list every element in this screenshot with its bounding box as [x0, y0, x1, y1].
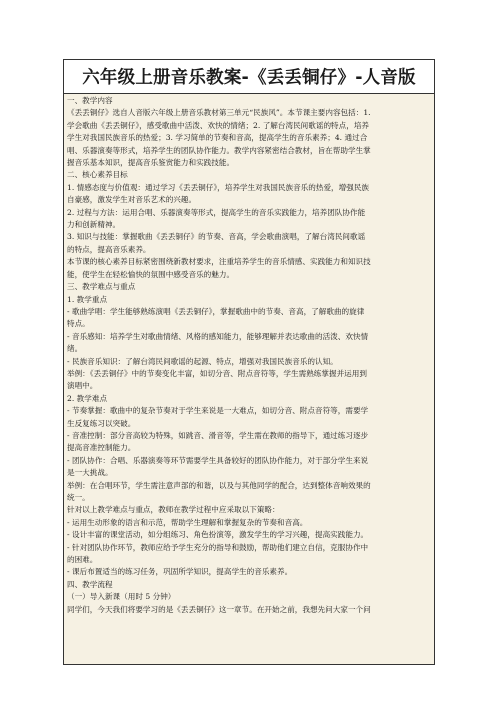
- document-page: [63, 59, 435, 665]
- text-line: 自豪感，激发学生对音乐艺术的兴趣。: [67, 195, 197, 205]
- document-body: [64, 94, 434, 664]
- text-line: 针对以上教学难点与重点，教师在教学过程中应采取以下策略：: [67, 505, 280, 515]
- text-line: 能，使学生在轻松愉快的氛围中感受音乐的魅力。: [67, 269, 235, 279]
- text-line: 举例：《丢丢铜仔》中的节奏变化丰富，如切分音、附点音符等，学生需熟练掌握并运用到: [67, 368, 367, 378]
- text-line: 的特点，提高音乐素养。: [67, 244, 151, 254]
- document-title: 六年级上册音乐教案-《丢丢铜仔》-人音版: [82, 68, 416, 88]
- text-line: 绪。: [67, 344, 83, 354]
- text-line: 握音乐基本知识，提高音乐鉴赏能力和实践技能。: [67, 158, 235, 168]
- text-line: 是一大挑战。: [67, 468, 113, 478]
- text-line: - 设计丰富的课堂活动，如分组练习、角色扮演等，激发学生的学习兴趣，提高实践能力。: [67, 530, 369, 540]
- text-line: 学生对我国民族音乐的热爱；3. 学习简单的节奏和音高，提高学生的音乐素养；4. 通过合: [67, 133, 368, 143]
- text-line: 二、核心素养目标: [67, 170, 128, 180]
- text-line: - 民族音乐知识：了解台湾民间歌谣的起源、特点，增强对我国民族音乐的认知。: [67, 356, 338, 366]
- text-line: 一、教学内容: [67, 96, 113, 105]
- text-line: 《丢丢铜仔》选自人音版六年级上册音乐教材第三单元“民族风”。本节课主要内容包括：1.: [67, 108, 371, 118]
- text-line: - 音准控制：部分音高较为特殊，如跳音、滑音等，学生需在教师的指导下，通过练习逐步: [67, 430, 369, 440]
- text-line: - 课后布置适当的练习任务，巩固所学知识，提高学生的音乐素养。: [67, 567, 293, 577]
- text-line: 三、教学难点与重点: [67, 282, 136, 292]
- text-line: - 音乐感知：培养学生对歌曲情绪、风格的感知能力，能够理解并表达歌曲的活泼、欢快情: [67, 331, 369, 341]
- text-line: - 歌曲学唱：学生能够熟练演唱《丢丢铜仔》，掌握歌曲中的节奏、音高，了解歌曲的旋律: [67, 306, 365, 316]
- text-line: 生反复练习以突破。: [67, 418, 136, 428]
- text-line: - 运用生动形象的语言和示范，帮助学生理解和掌握复杂的节奏和音高。: [67, 517, 308, 527]
- text-line: 3. 知识与技能：掌握歌曲《丢丢铜仔》的节奏、音高，学会歌曲演唱，了解台湾民间歌谣: [67, 232, 366, 242]
- text-line: 提高音准控制能力。: [67, 443, 136, 453]
- text-line: - 团队协作：合唱、乐器演奏等环节需要学生具备较好的团队协作能力，对于部分学生来说: [67, 455, 369, 465]
- text-line: 学会歌曲《丢丢铜仔》，感受歌曲中活泼、欢快的情绪；2. 了解台湾民间歌谣的特点，培养: [67, 120, 370, 130]
- text-line: 四、教学流程: [67, 579, 113, 589]
- text-line: 演唱中。: [67, 381, 98, 391]
- text-line: 2. 过程与方法：运用合唱、乐器演奏等形式，提高学生的音乐实践能力，培养团队协作能: [67, 207, 366, 217]
- title-row: [64, 60, 434, 94]
- text-line: - 针对团队协作环节，教师应给予学生充分的指导和鼓励，帮助他们建立自信，克服协作中: [67, 542, 369, 552]
- text-line: 1. 教学重点: [67, 294, 108, 304]
- text-line: 2. 教学难点: [67, 393, 108, 403]
- text-line: 本节课的核心素养目标紧密围绕新教材要求，注重培养学生的音乐情感、实践能力和知识技: [67, 257, 371, 267]
- text-line: 的困难。: [67, 555, 98, 565]
- text-line: 特点。: [67, 319, 90, 329]
- text-line: 同学们，今天我们将要学习的是《丢丢铜仔》这一章节。在开始之前，我想先问大家一个问: [67, 604, 371, 614]
- text-line: 力和创新精神。: [67, 220, 121, 230]
- text-line: 统一。: [67, 493, 90, 502]
- text-line: 唱、乐器演奏等形式，培养学生的团队协作能力。教学内容紧密结合教材，旨在帮助学生掌: [67, 145, 371, 155]
- text-line: - 节奏掌握：歌曲中的复杂节奏对于学生来说是一大难点，如切分音、附点音符等，需要学: [67, 406, 369, 416]
- text-line: （一）导入新课（用时 5 分钟）: [67, 592, 176, 602]
- text-line: 举例：在合唱环节，学生需注意声部的和谐，以及与其他同学的配合，达到整体音响效果的: [67, 480, 371, 490]
- text-line: 1. 情感态度与价值观：通过学习《丢丢铜仔》，培养学生对我国民族音乐的热爱，增强民族: [67, 182, 370, 192]
